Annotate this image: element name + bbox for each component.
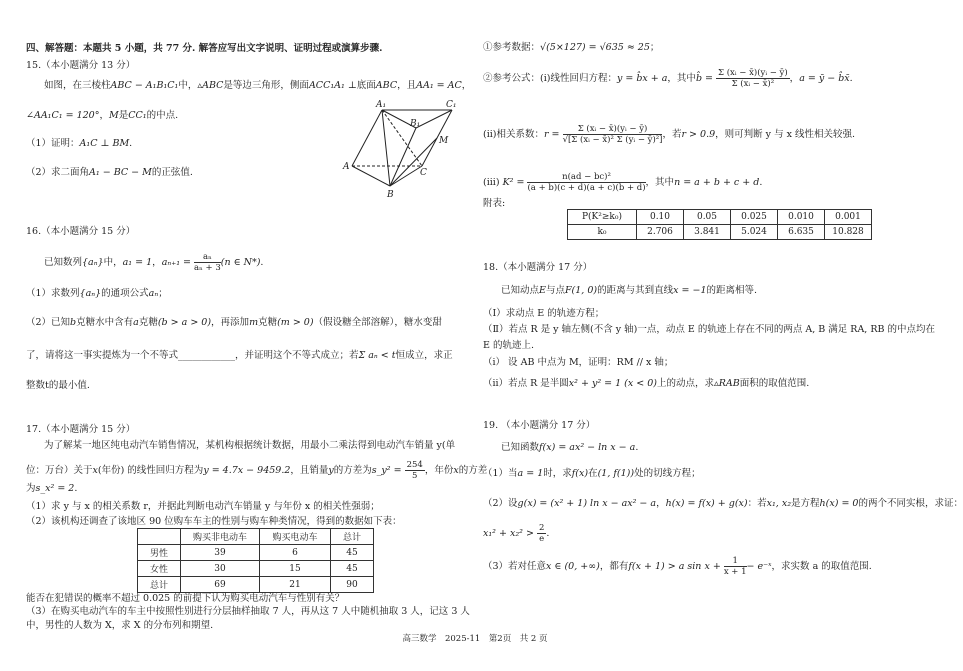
table-cell: 10.828 [825,225,872,240]
q17-heading: 17.（本小题满分 15 分） [26,424,136,435]
q15-text: （2）求二面角 [26,167,90,178]
q17-text: 为 [26,483,36,494]
ref-text: . [759,177,763,188]
q17-text: ，且销量 [290,465,329,476]
q19-text: ， [656,498,666,509]
table-cell: 女性 [138,561,181,577]
q19-math: f(x + 1) > a sin x + [628,561,721,572]
table-header-cell: 总计 [331,529,374,545]
q19-line2 [483,523,549,544]
q15-math: ABC [375,80,398,91]
q16-text: 克糖 [258,317,278,328]
q16-line1 [44,252,263,273]
table-cell: 6 [260,545,331,561]
table-cell: 男性 [138,545,181,561]
q17-text: 位：万台）关于 [26,465,93,476]
q15-text: 是 [118,110,129,121]
q17-math: x [92,465,98,476]
q18-text: 的距离与其到直线 [597,285,674,296]
q15-text: ， [461,80,472,91]
ref-math: r = [544,129,560,140]
q17-text: ，年份 [424,465,454,476]
q19-text: 已知函数 [501,442,540,453]
table-header-cell: 购买非电动车 [181,529,260,545]
page-footer: 高三数学 2025-11 第2页 共 2 页 [402,634,548,644]
q19-text: 是方程 [791,498,820,509]
q15-heading: 15.（本小题满分 13 分） [26,60,136,71]
q19-math: h(x) = f(x) + g(x) [665,498,748,509]
q19-fraction3 [724,556,747,577]
b-hat-fraction [716,68,790,89]
ref-text: ①参考数据： [483,42,541,53]
q16-text: （2）已知 [26,317,71,328]
q18-text: 面积的取值范围. [739,378,810,389]
q16-math: {aₙ} [82,257,104,268]
ref-math: n = a + b + c + d [674,177,760,188]
table-cell: 21 [260,577,331,593]
ref-line3 [483,124,855,145]
ref-text: ，则可判断 y 与 x 线性相关较强. [715,129,855,140]
q17-part2: （2）该机构还调查了该地区 90 位购车车主的性别与购车种类情况，得到的数据如下表： [26,516,402,527]
q16-math: aₙ [148,288,159,299]
table-header-cell [138,529,181,545]
q16-part2 [26,317,442,329]
q18-part1: （Ⅰ）求动点 E 的轨迹方程； [483,308,605,319]
ref-text: . [849,73,853,84]
q15-math: CC₁ [128,110,147,121]
q19-text: ：若 [747,498,767,509]
q16-text: 已知数列 [44,257,83,268]
ref-math: K² = [502,177,525,188]
q18-math: ▵RAB [714,378,740,389]
q16-math: {aₙ} [79,288,102,299]
q15-math: M [108,110,119,121]
edge-bm [390,138,437,186]
ref-math: a = ȳ − b̂x̄ [799,73,850,84]
q19-math: a = 1 [517,468,544,479]
edge-a1a [352,110,382,166]
q17-math: s_y² = [371,465,402,476]
q19-text: ，求实数 a 的取值范围. [771,561,872,572]
table-cell: 90 [331,577,374,593]
q19-fraction [537,523,546,544]
q18-heading: 18.（本小题满分 17 分） [483,262,593,273]
q18-line2: E 的轨迹上. [483,340,534,351]
q17-part3: （3）在购买电动汽车的车主中按照性别进行分层抽样抽取 7 人，再从这 7 人中随机抽取 3 人，记这 3 人 [26,606,470,617]
ref-text: ②参考公式：(i)线性回归方程： [483,73,617,84]
q19-part2 [483,498,963,510]
q15-text: 的中点. [146,110,179,121]
table-cell: 0.05 [684,210,731,225]
label-c: C [420,168,427,178]
q15-text: . [129,138,133,149]
q18-text: 的距离相等. [706,285,758,296]
b-hat-num: Σ (xᵢ − x̄)(yᵢ − ȳ) [718,68,788,78]
q16-math: b [70,317,77,328]
q15-line1 [44,80,471,92]
appendix-label: 附表: [483,198,506,209]
q17-line5: 中，男性的人数为 X，求 X 的分布列和期望. [26,620,214,631]
ref-text: (iii) [483,177,500,188]
q15-text: 的正弦值. [151,167,193,178]
q17-math: s_x² = 2 [35,483,75,494]
q19-math: x₁, x₂ [766,498,792,509]
q16-line3 [26,350,453,362]
ref-text: (ii)相关系数： [483,129,544,140]
q18-line1 [501,285,757,297]
q16-text: （1）求数列 [26,288,80,299]
ref-math: b̂ = [695,73,713,84]
table-header-cell: 购买电动车 [260,529,331,545]
table-row [138,561,374,577]
r-fraction [563,124,663,145]
q15-text: ，且 [397,80,417,91]
table-cell: 总计 [138,577,181,593]
table-cell: 15 [260,561,331,577]
q19-fraction3-num: 1 [724,556,747,567]
q19-text: （2）设 [483,498,518,509]
prism-figure [340,96,470,206]
q15-math: AA₁ = AC [416,80,462,91]
ref-text: ，其中 [645,177,675,188]
table-cell: 39 [181,545,260,561]
k2-fraction [527,172,645,193]
q15-text: 中， [178,80,198,91]
label-b1: B₁ [410,119,421,129]
k2-den: (a + b)(c + d)(a + c)(b + d) [527,183,646,193]
q17-math: y [328,465,334,476]
b-hat-den: Σ (xᵢ − x̄)² [731,79,775,89]
table-row [568,225,872,240]
q16-text: ，并证明这个不等式成立；若 [235,350,359,361]
q19-line1 [501,442,638,454]
q18-math: x² + y² = 1 (x < 0) [568,378,657,389]
q18-math: x = −1 [673,285,707,296]
right-column [475,0,963,671]
q15-math: ∠AA₁C₁ = 120° [26,110,100,121]
q16-text: （假设糖全部溶解），糖水变甜 [313,317,442,328]
q19-math: f(x) = ax² − ln x − a [539,442,636,453]
table-cell: 3.841 [684,225,731,240]
q18-part2: （Ⅱ）若点 R 是 y 轴左侧(不含 y 轴)一点，动点 E 的轨迹上存在不同的两点 A, B 满足 RA, RB 的中点均在 [483,324,935,335]
ref-math: y = b̂x + a [616,73,668,84]
q16-fraction-den: aₙ + 3 [194,263,221,273]
q19-text: （1）当 [483,468,518,479]
q19-math: h(x) = 0 [819,498,859,509]
q15-line2 [26,110,178,122]
label-c1: C₁ [446,100,457,110]
q19-text: . [546,528,550,539]
q19-part3 [483,556,872,577]
q17-text: . [74,483,78,494]
q16-part1 [26,288,168,300]
q16-text: 克糖 [138,317,158,328]
q19-math: (1, f(1)) [597,468,635,479]
ref-text: ，其中 [667,73,696,84]
ref-line4 [483,172,762,193]
q15-math: ▵ABC [197,80,224,91]
edge-a1b [382,110,390,186]
q15-math: ACC₁A₁ ⊥ [308,80,357,91]
q18-math: E [539,285,546,296]
q17-line4: 能否在犯错误的概率不超过 0.025 的前提下认为购买电动汽车与性别有关？ [26,593,345,604]
q18-part-i: （i） 设 AB 中点为 M，证明：RM // x 轴； [483,357,674,368]
q15-math: A₁C ⊥ BM [79,138,130,149]
q19-math: x ∈ (0, +∞) [546,561,600,572]
q16-text: ，再添加 [211,317,250,328]
q16-math: a [133,317,139,328]
label-b: B [387,190,394,200]
q17-line3 [26,483,77,495]
ref-line1 [483,42,659,54]
table-cell: 45 [331,561,374,577]
q18-text: （ii）若点 R 是半圆 [483,378,569,389]
q19-part1 [483,468,701,480]
table-cell: 45 [331,545,374,561]
q15-part2 [26,167,193,179]
q18-text: 与点 [545,285,565,296]
q16-math: (m > 0) [277,317,314,328]
q16-heading: 16.（本小题满分 15 分） [26,226,136,237]
q16-text: 了，请将这一事实提炼为一个不等式 [26,350,179,361]
q16-line4: 整数t的最小值. [26,380,90,391]
q16-text: 的通项公式 [101,288,149,299]
label-a1: A₁ [376,100,387,110]
q18-part-ii [483,378,809,390]
q17-fraction-den: 5 [412,471,418,481]
q19-fraction3-den: x + 1 [723,567,747,577]
q19-math: x₁² + x₂² > [483,528,534,539]
q17-math: y = 4.7x − 9459.2 [203,465,291,476]
q16-text: 中， [103,257,123,268]
q15-math: ABC − A₁B₁C₁ [110,80,179,91]
q16-math: Σ aₙ < t [358,350,396,361]
table-row [138,545,374,561]
q16-math: aₙ₊₁ = [161,257,192,268]
section-heading: 四、解答题：本题共 5 小题，共 77 分. 解答应写出文字说明、证明过程或演算步骤. [26,43,383,54]
q15-text: （1）证明： [26,138,80,149]
q19-text: 时，求 [543,468,572,479]
ref-text: ， [789,73,800,84]
k2-num: n(ad − bc)² [527,172,645,183]
q15-text: 是等边三角形，侧面 [223,80,309,91]
r-num: Σ (xᵢ − x̄)(yᵢ − ȳ) [563,124,663,135]
table-row [568,210,872,225]
edge-ab [352,166,390,186]
ref-line2 [483,68,853,89]
q17-text: 的方差 [458,465,488,476]
table-cell: 0.10 [637,210,684,225]
q19-text: . [635,442,639,453]
q16-text: 克糖水中含有 [76,317,134,328]
q16-math: (n ∈ N*) [220,257,261,268]
q19-text: 在 [588,468,598,479]
q15-text: 如图，在三棱柱 [44,80,111,91]
q19-text: （3）若对任意 [483,561,547,572]
r-den: √[Σ (xᵢ − x̄)² Σ (yᵢ − ȳ)²] [562,135,663,145]
q19-math: g(x) = (x² + 1) ln x − ax² − a [517,498,657,509]
q15-text: 底面 [356,80,376,91]
table-cell: 2.706 [637,225,684,240]
q15-math: A₁ − BC − M [89,167,152,178]
table-header-row [138,529,374,545]
label-m: M [439,136,449,146]
q16-blank: ____________ [178,350,236,361]
q17-text: 的方差为 [333,465,372,476]
ref-math: √(5×127) = √635 ≈ 25 [540,42,650,53]
q18-math: F(1, 0) [564,285,598,296]
q19-fraction-num: 2 [538,523,545,533]
q16-text: . [260,257,264,268]
ref-text: ； [649,42,660,53]
label-a: A [343,162,350,172]
table-cell: 5.024 [731,225,778,240]
critical-value-table [567,209,872,240]
q16-text: 恒成立，求正 [395,350,453,361]
gender-car-table [137,528,374,593]
q19-math: f(x) [571,468,589,479]
q17-line2 [26,460,487,481]
edge-b1c1 [416,110,452,128]
q17-text: (年份) 的线性回归方程为 [97,465,204,476]
table-row [138,577,374,593]
table-cell: 0.001 [825,210,872,225]
table-cell: P(K²≥k₀) [568,210,637,225]
q19-text: 的两个不同实根，求证： [858,498,963,509]
table-cell: 69 [181,577,260,593]
q17-fraction [405,460,425,481]
q16-fraction-num: aₙ [194,252,221,263]
q17-line1: 为了解某一地区纯电动汽车销售情况，某机构根据统计数据，用最小二乘法得到电动汽车销量 y(单 [44,440,456,451]
table-cell: k₀ [568,225,637,240]
q16-text: ； [158,288,168,299]
q17-part1: （1）求 y 与 x 的相关系数 r，并据此判断电动汽车销量 y 与年份 x 的相关性强弱； [26,501,380,512]
q16-text: ， [152,257,162,268]
q17-math: x [453,465,459,476]
q19-text: 处的切线方程； [634,468,701,479]
table-cell: 30 [181,561,260,577]
table-cell: 0.010 [778,210,825,225]
ref-text: ，若 [662,129,682,140]
q15-text: ， [99,110,109,121]
ref-math: r > 0.9 [681,129,716,140]
q16-math: m [249,317,259,328]
q19-fraction-den: e [539,534,545,544]
q18-text: 上的动点，求 [657,378,715,389]
q18-text: 已知动点 [501,285,540,296]
q16-fraction [194,252,221,273]
q15-part1 [26,138,132,150]
q19-math: − e⁻ˣ [746,561,772,572]
q16-math: (b > a > 0) [157,317,212,328]
q17-fraction-num: 254 [406,460,423,470]
q19-text: ，都有 [599,561,629,572]
table-cell: 6.635 [778,225,825,240]
table-cell: 0.025 [731,210,778,225]
q16-math: a₁ = 1 [122,257,153,268]
q19-heading: 19. （本小题满分 17 分） [483,420,596,431]
